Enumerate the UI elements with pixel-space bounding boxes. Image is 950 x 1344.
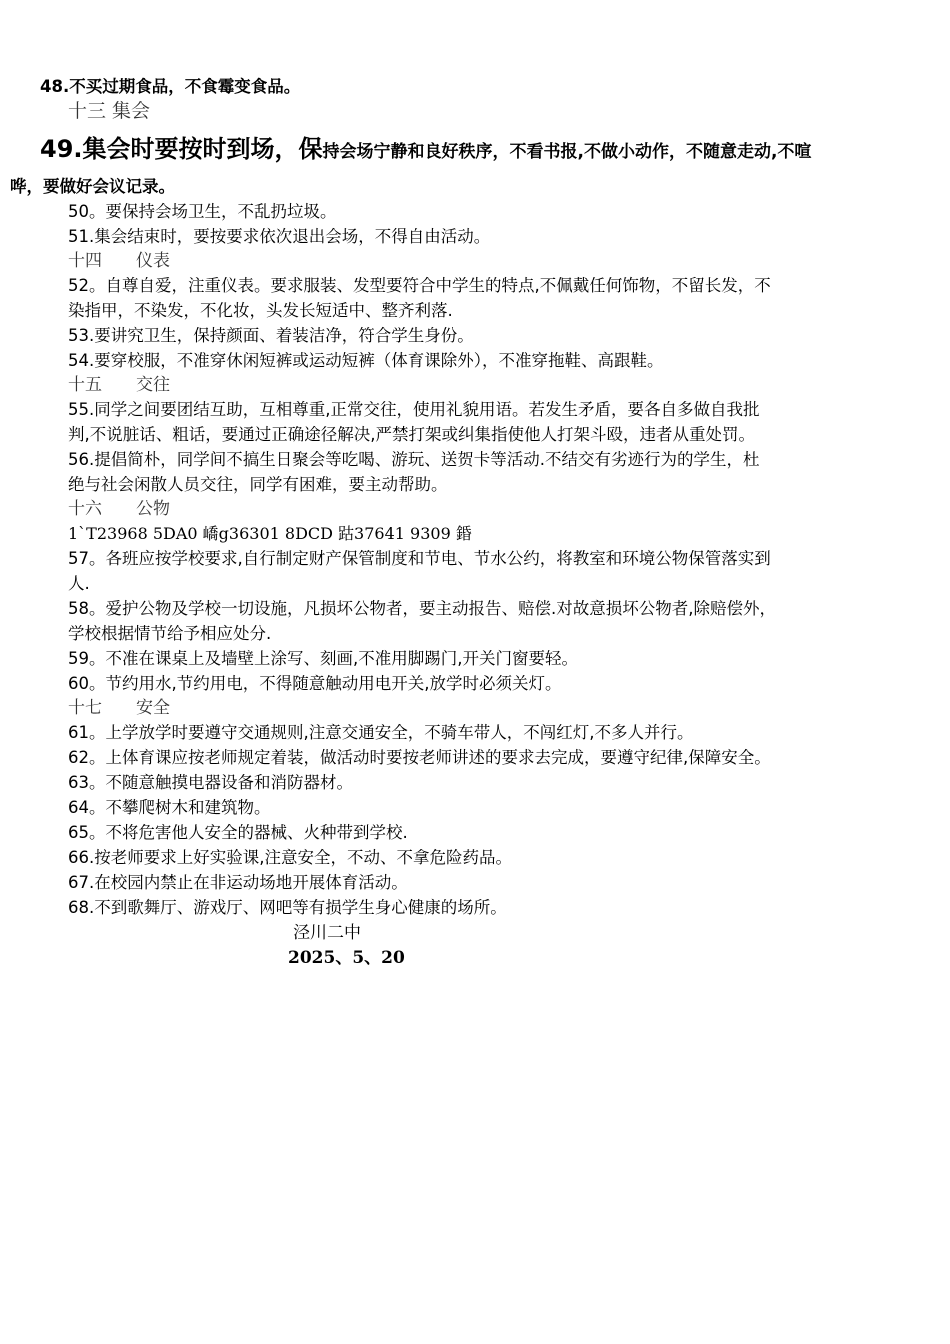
rule-48: 48.不买过期食品，不食霉变食品。 <box>40 77 301 96</box>
rule-49 <box>40 134 811 164</box>
rule-58-line1: 58。爱护公物及学校一切设施，凡损坏公物者，要主动报告、赔偿.对故意损坏公物者,除赔偿外， <box>68 599 776 618</box>
rule-55-line1: 55.同学之间要团结互助，互相尊重,正常交往，使用礼貌用语。若发生矛盾，要各自多做自我批 <box>68 400 760 419</box>
rule-57-line2: 人. <box>68 574 90 593</box>
rule-64: 64。不攀爬树木和建筑物。 <box>68 798 271 817</box>
rule-63: 63。不随意触摸电器设备和消防器材。 <box>68 773 353 792</box>
rule-58-line2: 学校根据情节给予相应处分. <box>68 624 272 643</box>
garbled-code-line: 1`T23968 5DA0 嶠g36301 8DCD 跍37641 9309 錉 <box>68 524 472 543</box>
rule-52-line2: 染指甲，不染发，不化妆，头发长短适中、整齐利落. <box>68 301 453 320</box>
rule-49-lead: 49.集会时要按时到场，保 <box>40 135 323 163</box>
rule-62: 62。上体育课应按老师规定着装，做活动时要按老师讲述的要求去完成，要遵守纪律,保障安全。 <box>68 748 771 767</box>
signature-date: 2025、5、20 <box>288 948 405 968</box>
rule-49-rest: 持会场宁静和良好秩序，不看书报,不做小动作，不随意走动,不喧 <box>322 142 812 162</box>
rule-57-line1: 57。各班应按学校要求,自行制定财产保管制度和节电、节水公约，将教室和环境公物保管落实到 <box>68 549 771 568</box>
rule-54: 54.要穿校服，不准穿休闲短裤或运动短裤（体育课除外），不准穿拖鞋、高跟鞋。 <box>68 351 664 370</box>
rule-49-continuation: 哗，要做好会议记录。 <box>10 177 175 196</box>
rule-55-line2: 判,不说脏话、粗话，要通过正确途径解决,严禁打架或纠集指使他人打架斗殴，违者从重处罚。 <box>68 425 755 444</box>
section-heading-14: 十四 仪表 <box>68 251 170 271</box>
section-heading-15: 十五 交往 <box>68 375 170 395</box>
rule-56-line1: 56.提倡简朴，同学间不搞生日聚会等吃喝、游玩、送贺卡等活动.不结交有劣迹行为的学生，杜 <box>68 450 760 469</box>
section-heading-17: 十七 安全 <box>68 698 170 718</box>
rule-61: 61。上学放学时要遵守交通规则,注意交通安全，不骑车带人，不闯红灯,不多人并行。 <box>68 723 694 742</box>
rule-59: 59。不准在课桌上及墙壁上涂写、刻画,不准用脚踢门,开关门窗要轻。 <box>68 649 578 668</box>
rule-66: 66.按老师要求上好实验课,注意安全，不动、不拿危险药品。 <box>68 848 512 867</box>
rule-56-line2: 绝与社会闲散人员交往，同学有困难，要主动帮助。 <box>68 475 448 494</box>
signature-school: 泾川二中 <box>293 923 361 943</box>
section-heading-16: 十六 公物 <box>68 499 170 519</box>
rule-68: 68.不到歌舞厅、游戏厅、网吧等有损学生身心健康的场所。 <box>68 898 507 917</box>
rule-52-line1: 52。自尊自爱，注重仪表。要求服装、发型要符合中学生的特点,不佩戴任何饰物，不留长发，不 <box>68 276 771 295</box>
section-heading-13: 十三 集会 <box>68 100 151 122</box>
rule-65: 65。不将危害他人安全的器械、火种带到学校. <box>68 823 408 842</box>
rule-50: 50。要保持会场卫生，不乱扔垃圾。 <box>68 202 337 221</box>
rule-51: 51.集会结束时，要按要求依次退出会场，不得自由活动。 <box>68 227 491 246</box>
rule-60: 60。节约用水,节约用电，不得随意触动用电开关,放学时必须关灯。 <box>68 674 562 693</box>
rule-53: 53.要讲究卫生，保持颜面、着装洁净，符合学生身份。 <box>68 326 474 345</box>
rule-67: 67.在校园内禁止在非运动场地开展体育活动。 <box>68 873 408 892</box>
